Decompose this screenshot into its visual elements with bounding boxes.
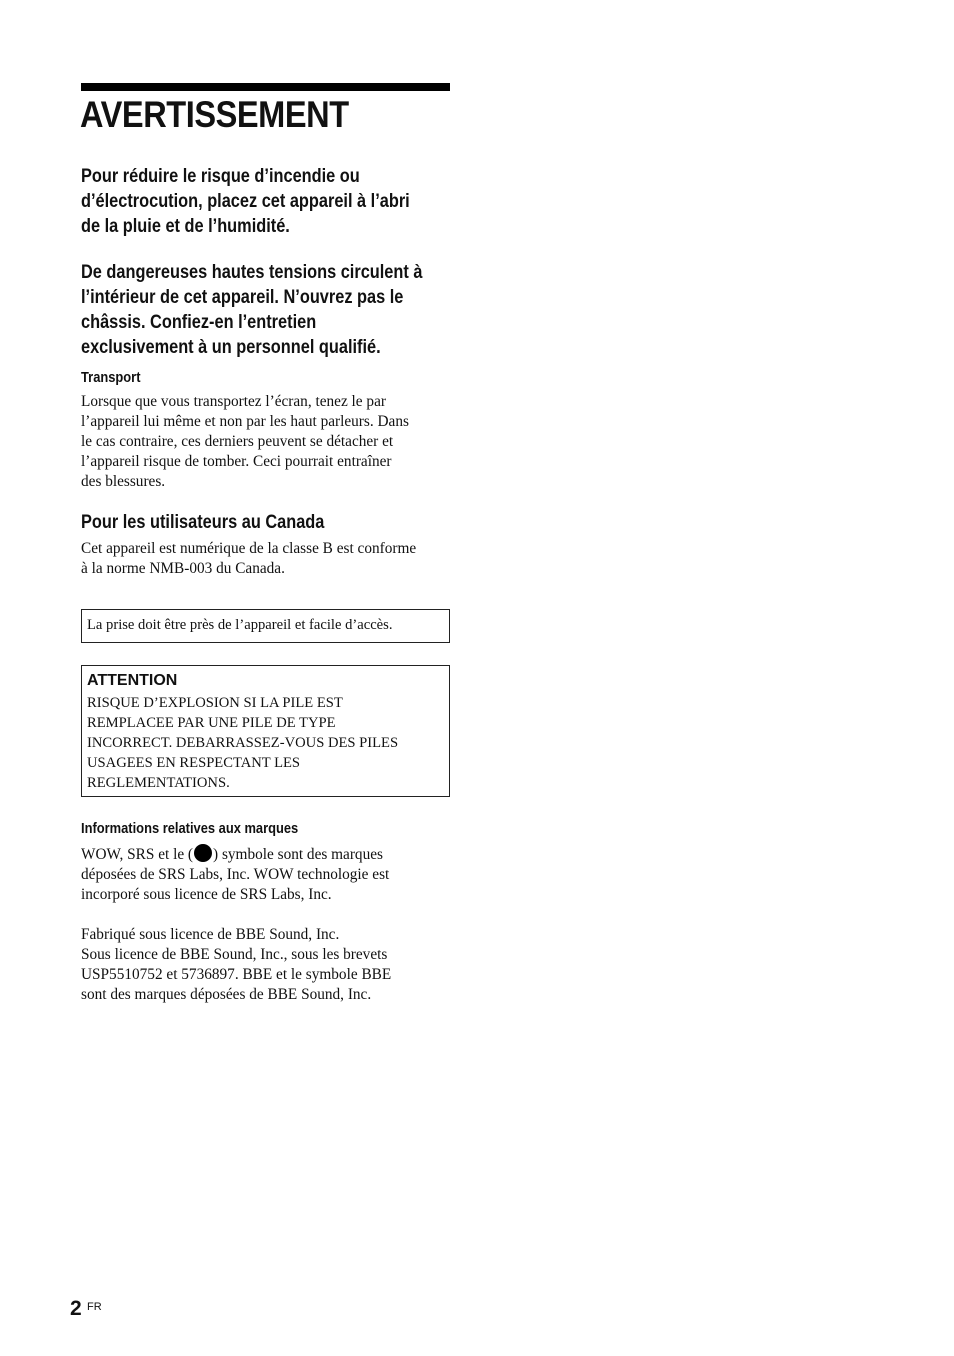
page-number: 2 bbox=[70, 1297, 82, 1320]
srs-line bbox=[81, 844, 450, 865]
page-language: FR bbox=[87, 1301, 102, 1313]
transport-heading: Transport bbox=[81, 369, 141, 386]
srs-logo-icon bbox=[194, 844, 212, 862]
canada-section bbox=[81, 512, 450, 579]
transport-section bbox=[81, 369, 450, 492]
srs-text-before: WOW, SRS et le ( bbox=[81, 846, 194, 863]
plug-notice-box bbox=[81, 609, 450, 643]
page-title: AVERTISSEMENT bbox=[80, 94, 349, 135]
trademarks-heading: Informations relatives aux marques bbox=[81, 820, 299, 837]
title-rule bbox=[81, 83, 450, 91]
attention-text: RISQUE D’EXPLOSION SI LA PILE EST REMPLACEE PAR UNE PILE DE TYPE INCORRECT. DEBARRASSEZ-VOUS DES PILES USAGEES EN RESPECTANT LES REGLEMENTATIONS. bbox=[87, 695, 399, 791]
transport-text: Lorsque que vous transportez l’écran, tenez le par l’appareil lui même et non par les haut parleurs. Dans le cas contraire, ces derniers peuvent se détacher et l’appareil risque de tomber. Ceci pourrait entraîner des blessures. bbox=[81, 393, 409, 490]
canada-text: Cet appareil est numérique de la classe B est conforme à la norme NMB-003 du Canada. bbox=[81, 540, 417, 577]
high-voltage-warning: De dangereuses hautes tensions circulent à l’intérieur de cet appareil. N’ouvrez pas le châssis. Confiez-en l’entretien exclusivement à un personnel qualifié. bbox=[81, 262, 423, 358]
trademarks-section bbox=[81, 820, 450, 1005]
fire-warning: Pour réduire le risque d’incendie ou d’électrocution, placez cet appareil à l’abri de la pluie et de l’humidité. bbox=[81, 166, 410, 237]
plug-notice-text: La prise doit être près de l’appareil et facile d’accès. bbox=[87, 617, 393, 633]
attention-box bbox=[81, 665, 450, 797]
canada-heading: Pour les utilisateurs au Canada bbox=[81, 512, 325, 533]
bbe-trademark-text: Fabriqué sous licence de BBE Sound, Inc. Sous licence de BBE Sound, Inc., sous les brevets USP5510752 et 5736897. BBE et le symbole BBE sont des marques déposées de BBE Sound, Inc. bbox=[81, 926, 392, 1003]
attention-heading: ATTENTION bbox=[87, 672, 178, 689]
srs-trademark-text: déposées de SRS Labs, Inc. WOW technologie est incorporé sous licence de SRS Labs, Inc. bbox=[81, 866, 390, 903]
srs-text-after: ) symbole sont des marques bbox=[213, 846, 383, 863]
